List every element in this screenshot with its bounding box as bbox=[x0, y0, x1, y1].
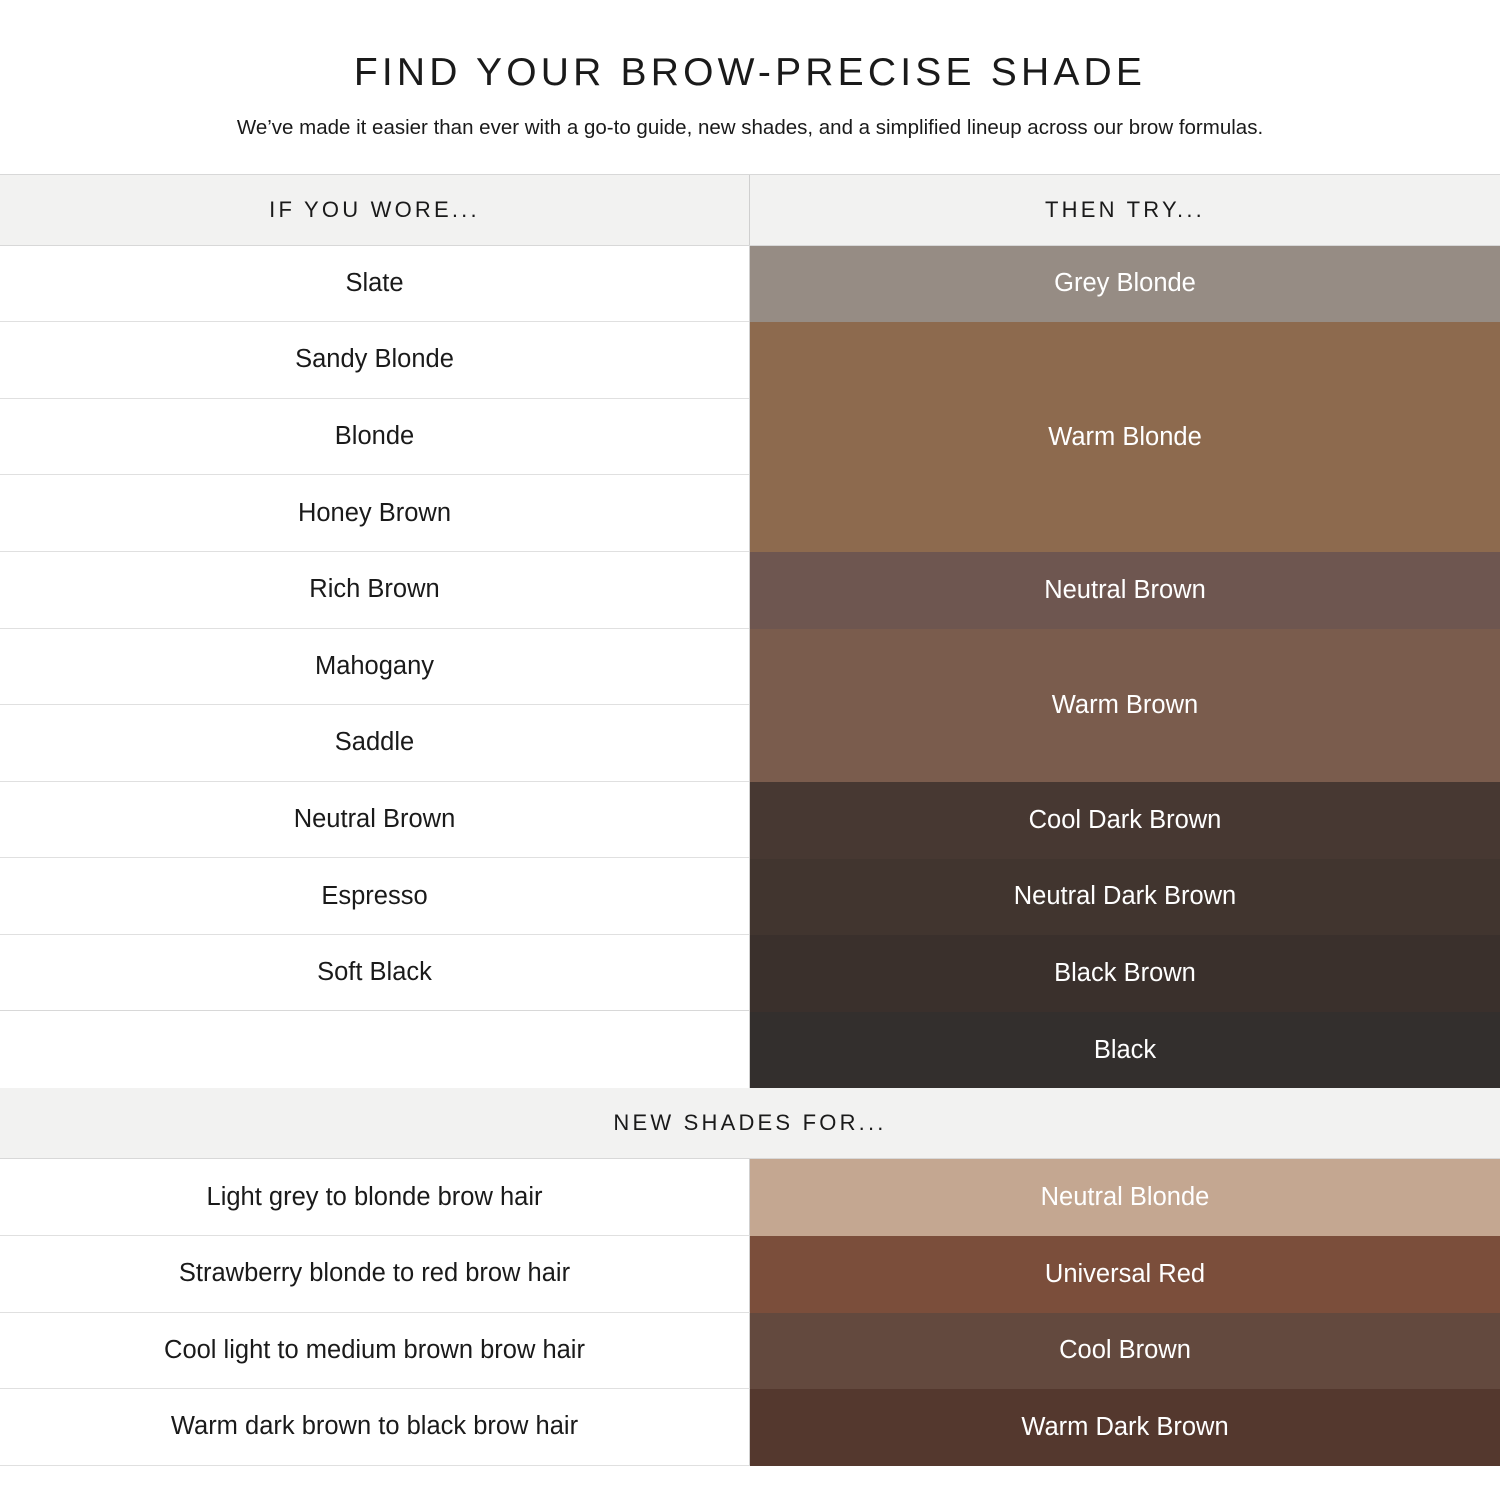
old-shades-column bbox=[0, 246, 750, 1089]
page-subtitle: We’ve made it easier than ever with a go-to guide, new shades, and a simplified lineup across our brow formulas. bbox=[236, 115, 1264, 139]
shade-swatch: Warm Dark Brown bbox=[750, 1389, 1500, 1466]
column-header-if-you-wore: IF YOU WORE... bbox=[0, 175, 750, 245]
shade-swatch: Neutral Brown bbox=[750, 552, 1500, 629]
page-title: FIND YOUR BROW-PRECISE SHADE bbox=[353, 51, 1147, 94]
page-header bbox=[0, 0, 1500, 142]
list-item: Blonde bbox=[0, 399, 749, 476]
list-item: Espresso bbox=[0, 858, 749, 935]
shade-swatch: Cool Brown bbox=[750, 1313, 1500, 1390]
new-shade-description: Warm dark brown to black brow hair bbox=[0, 1389, 750, 1466]
shade-swatch: Neutral Dark Brown bbox=[750, 859, 1500, 936]
shade-swatch: Warm Blonde bbox=[750, 322, 1500, 552]
shade-swatch: Black bbox=[750, 1012, 1500, 1089]
new-shade-description: Strawberry blonde to red brow hair bbox=[0, 1236, 750, 1313]
table-row bbox=[0, 1236, 1500, 1313]
new-shades-section bbox=[0, 1159, 1500, 1465]
shade-swatch: Universal Red bbox=[750, 1236, 1500, 1313]
list-item: Rich Brown bbox=[0, 552, 749, 629]
new-shade-description: Cool light to medium brown brow hair bbox=[0, 1313, 750, 1390]
shade-swatch: Grey Blonde bbox=[750, 246, 1500, 323]
new-shades-header-row bbox=[0, 1088, 1500, 1159]
list-item: Sandy Blonde bbox=[0, 322, 749, 399]
shade-swatch: Warm Brown bbox=[750, 629, 1500, 782]
list-item: Soft Black bbox=[0, 935, 749, 1012]
table-row bbox=[0, 1159, 1500, 1236]
list-item: Neutral Brown bbox=[0, 782, 749, 859]
shade-swatch: Neutral Blonde bbox=[750, 1159, 1500, 1236]
shade-swatch: Cool Dark Brown bbox=[750, 782, 1500, 859]
list-item: Saddle bbox=[0, 705, 749, 782]
shade-mapping-grid bbox=[0, 246, 1500, 1089]
table-row bbox=[0, 1389, 1500, 1466]
shade-comparison-table bbox=[0, 174, 1500, 1466]
new-shade-description: Light grey to blonde brow hair bbox=[0, 1159, 750, 1236]
list-item: Mahogany bbox=[0, 629, 749, 706]
column-header-then-try: THEN TRY... bbox=[1045, 196, 1205, 222]
table-row bbox=[0, 1313, 1500, 1390]
list-item: Honey Brown bbox=[0, 475, 749, 552]
shade-swatch: Black Brown bbox=[750, 935, 1500, 1012]
list-item: Slate bbox=[0, 246, 749, 323]
table-header-row bbox=[0, 175, 1500, 246]
new-shades-column bbox=[750, 246, 1500, 1089]
section-header-new-shades: NEW SHADES FOR... bbox=[613, 1110, 887, 1136]
